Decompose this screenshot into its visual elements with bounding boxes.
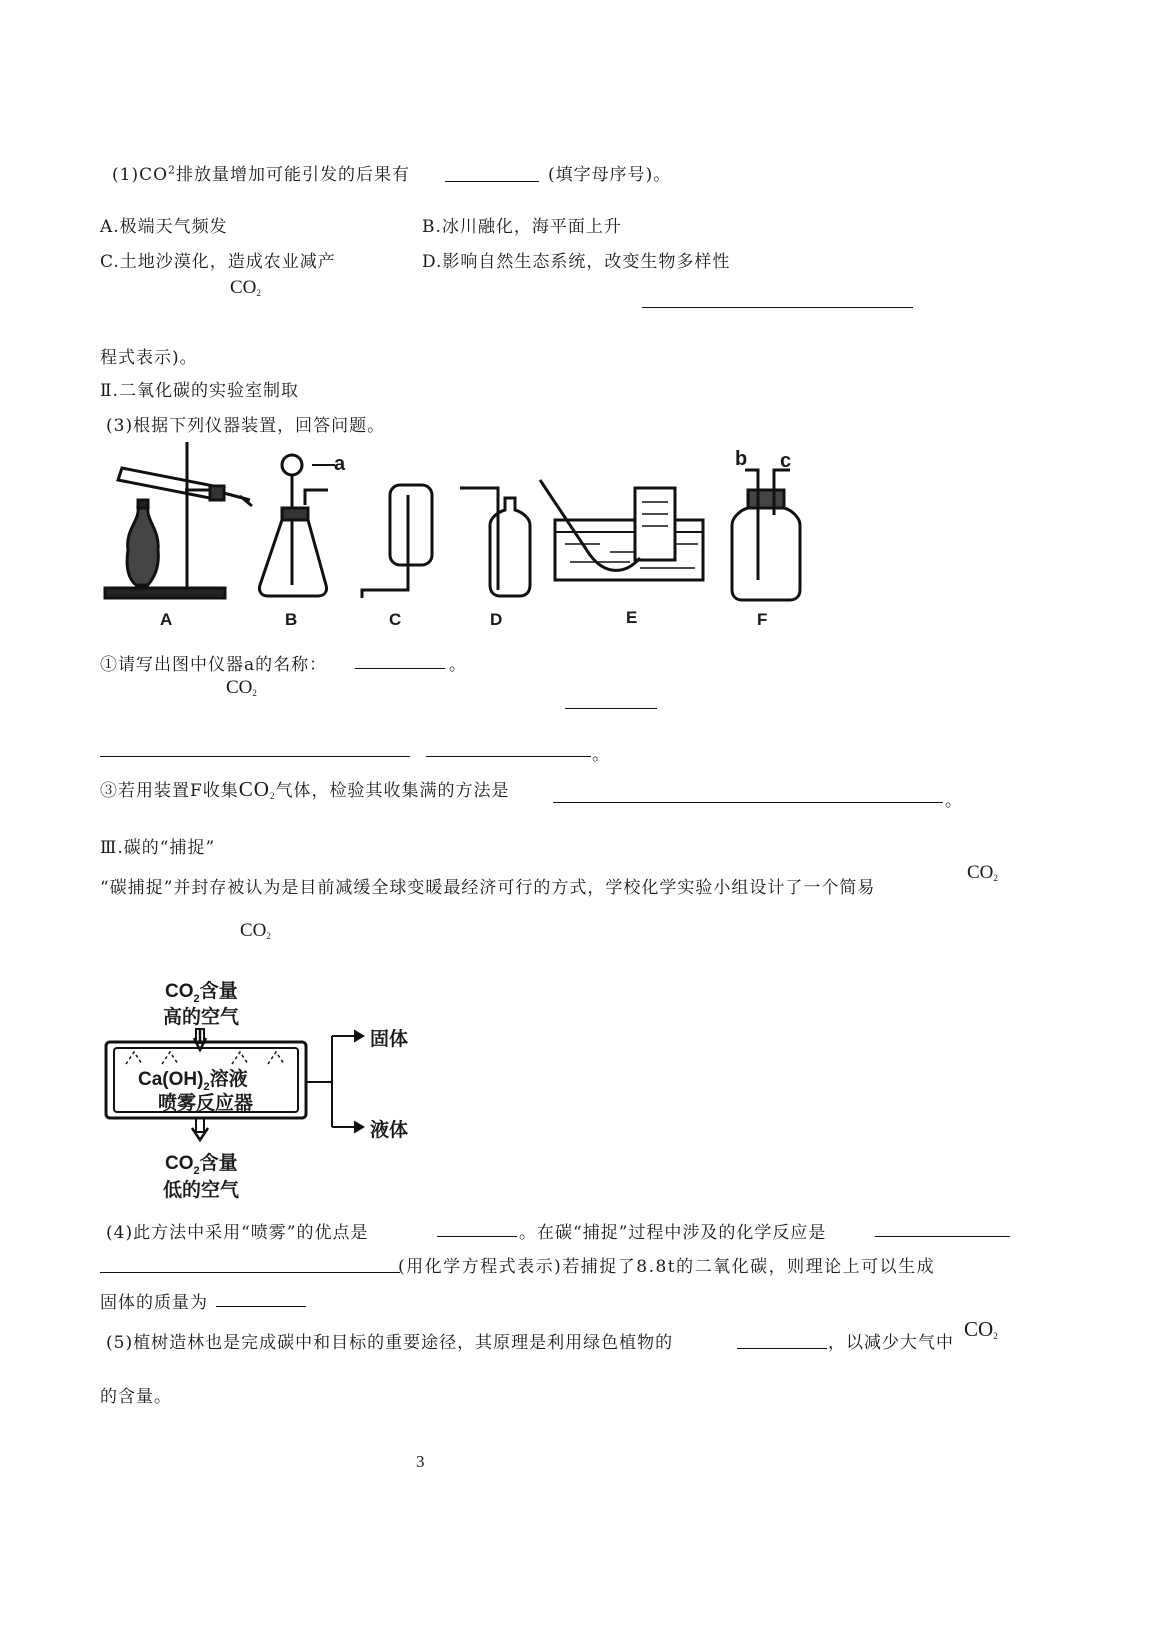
option-c: C.土地沙漠化，造成农业减产 bbox=[100, 252, 336, 272]
q3-1-answer-blank[interactable] bbox=[355, 668, 445, 669]
q4-blank-4[interactable] bbox=[216, 1306, 306, 1307]
apparatus-caption-c: C bbox=[389, 610, 402, 629]
q1-answer-blank[interactable] bbox=[445, 181, 539, 182]
q3-1-suffix: 。 bbox=[449, 655, 466, 675]
apparatus-caption-d: D bbox=[490, 610, 503, 629]
q3-3-line bbox=[100, 776, 509, 802]
apparatus-caption-e: E bbox=[626, 608, 638, 627]
q3-3-middle: 气体，检验其收集满的方法是 bbox=[275, 781, 510, 801]
apparatus-a bbox=[105, 442, 252, 598]
option-d: D.影响自然生态系统，改变生物多样性 bbox=[422, 252, 731, 272]
q1-line bbox=[112, 160, 410, 185]
page-number: 3 bbox=[416, 1452, 425, 1471]
q3-2-blank-2[interactable] bbox=[100, 756, 410, 757]
co2-formula-sec3-right: $CO_2$ bbox=[967, 862, 998, 883]
flow-top-label-1: $CO_2$含量 bbox=[165, 981, 238, 1005]
apparatus-d bbox=[460, 488, 530, 596]
option-a: A.极端天气频发 bbox=[100, 217, 228, 237]
q1-sup: 2 bbox=[168, 163, 177, 177]
flow-bottom-label-1: $CO_2$含量 bbox=[165, 1153, 238, 1177]
q3-intro: (3)根据下列仪器装置，回答问题。 bbox=[106, 416, 386, 436]
flow-out-liquid: 液体 bbox=[370, 1119, 409, 1141]
co2-formula-q3-3: $CO_2$ bbox=[238, 777, 276, 801]
apparatus-f bbox=[732, 470, 800, 600]
q1-prefix: (1)CO bbox=[112, 165, 169, 185]
apparatus-label-a-pointer: a bbox=[334, 453, 346, 475]
apparatus-caption-a: A bbox=[160, 610, 173, 629]
section-3-text: “碳捕捉”并封存被认为是目前减缓全球变暖最经济可行的方式，学校化学实验小组设计了一个简易 bbox=[100, 878, 876, 898]
apparatus-caption-b: B bbox=[285, 610, 298, 629]
q4-line-3: 固体的质量为 bbox=[100, 1293, 208, 1313]
flow-box-line-2: 喷雾反应器 bbox=[158, 1092, 254, 1114]
q4-blank-2[interactable] bbox=[875, 1236, 1010, 1237]
apparatus-label-c-pointer: c bbox=[780, 450, 792, 472]
q4-middle: 。在碳“捕捉”过程中涉及的化学反应是 bbox=[519, 1223, 827, 1243]
q5-line-2: 的含量。 bbox=[100, 1387, 172, 1407]
co2-formula-q3-2: $CO_2$ bbox=[226, 677, 257, 698]
co2-formula-sec3-left: $CO_2$ bbox=[240, 920, 271, 941]
q2-answer-blank[interactable] bbox=[642, 307, 913, 308]
section-2-title: Ⅱ.二氧化碳的实验室制取 bbox=[100, 381, 299, 401]
q3-1-text: ①请写出图中仪器a的名称： bbox=[100, 655, 328, 675]
q3-2-blank-3[interactable] bbox=[426, 756, 591, 757]
flow-top-label-2: 高的空气 bbox=[163, 1006, 240, 1028]
q3-3-prefix: ③若用装置F收集 bbox=[100, 781, 239, 801]
q5-middle: ，以减少大气中 bbox=[828, 1333, 954, 1353]
apparatus-label-b-pointer: b bbox=[735, 448, 748, 470]
q3-3-suffix: 。 bbox=[945, 791, 962, 811]
flow-bottom-label-2: 低的空气 bbox=[163, 1179, 240, 1201]
capture-flow-diagram bbox=[100, 972, 430, 1207]
q3-3-answer-blank[interactable] bbox=[553, 802, 943, 803]
q3-2-blank-1[interactable] bbox=[565, 708, 657, 709]
co2-formula-q2: $CO_2$ bbox=[230, 277, 261, 298]
q1-suffix: (填字母序号)。 bbox=[548, 165, 672, 185]
q4-line-2: (用化学方程式表示)若捕捉了8.8t的二氧化碳，则理论上可以生成 bbox=[398, 1257, 936, 1277]
q3-2-suffix: 。 bbox=[592, 745, 609, 765]
apparatus-caption-f: F bbox=[757, 610, 768, 629]
q4-blank-1[interactable] bbox=[437, 1236, 517, 1237]
apparatus-figure bbox=[100, 440, 820, 640]
q5-prefix: (5)植树造林也是完成碳中和目标的重要途径，其原理是利用绿色植物的 bbox=[106, 1333, 674, 1353]
flow-out-solid: 固体 bbox=[370, 1028, 409, 1050]
q4-prefix: (4)此方法中采用“喷雾”的优点是 bbox=[106, 1223, 369, 1243]
co2-formula-q5: $CO_2$ bbox=[964, 1317, 998, 1341]
flow-box-line-1: $Ca(OH)_2$溶液 bbox=[138, 1069, 248, 1093]
q1-text: 排放量增加可能引发的后果有 bbox=[176, 165, 411, 185]
apparatus-c bbox=[362, 485, 432, 598]
apparatus-b bbox=[259, 455, 335, 596]
section-3-title: Ⅲ.碳的“捕捉” bbox=[100, 838, 216, 858]
q4-blank-3[interactable] bbox=[100, 1272, 400, 1273]
q5-blank[interactable] bbox=[737, 1348, 827, 1349]
option-b: B.冰川融化，海平面上升 bbox=[422, 217, 622, 237]
q2-tail: 程式表示)。 bbox=[100, 348, 198, 368]
apparatus-e bbox=[540, 480, 703, 580]
